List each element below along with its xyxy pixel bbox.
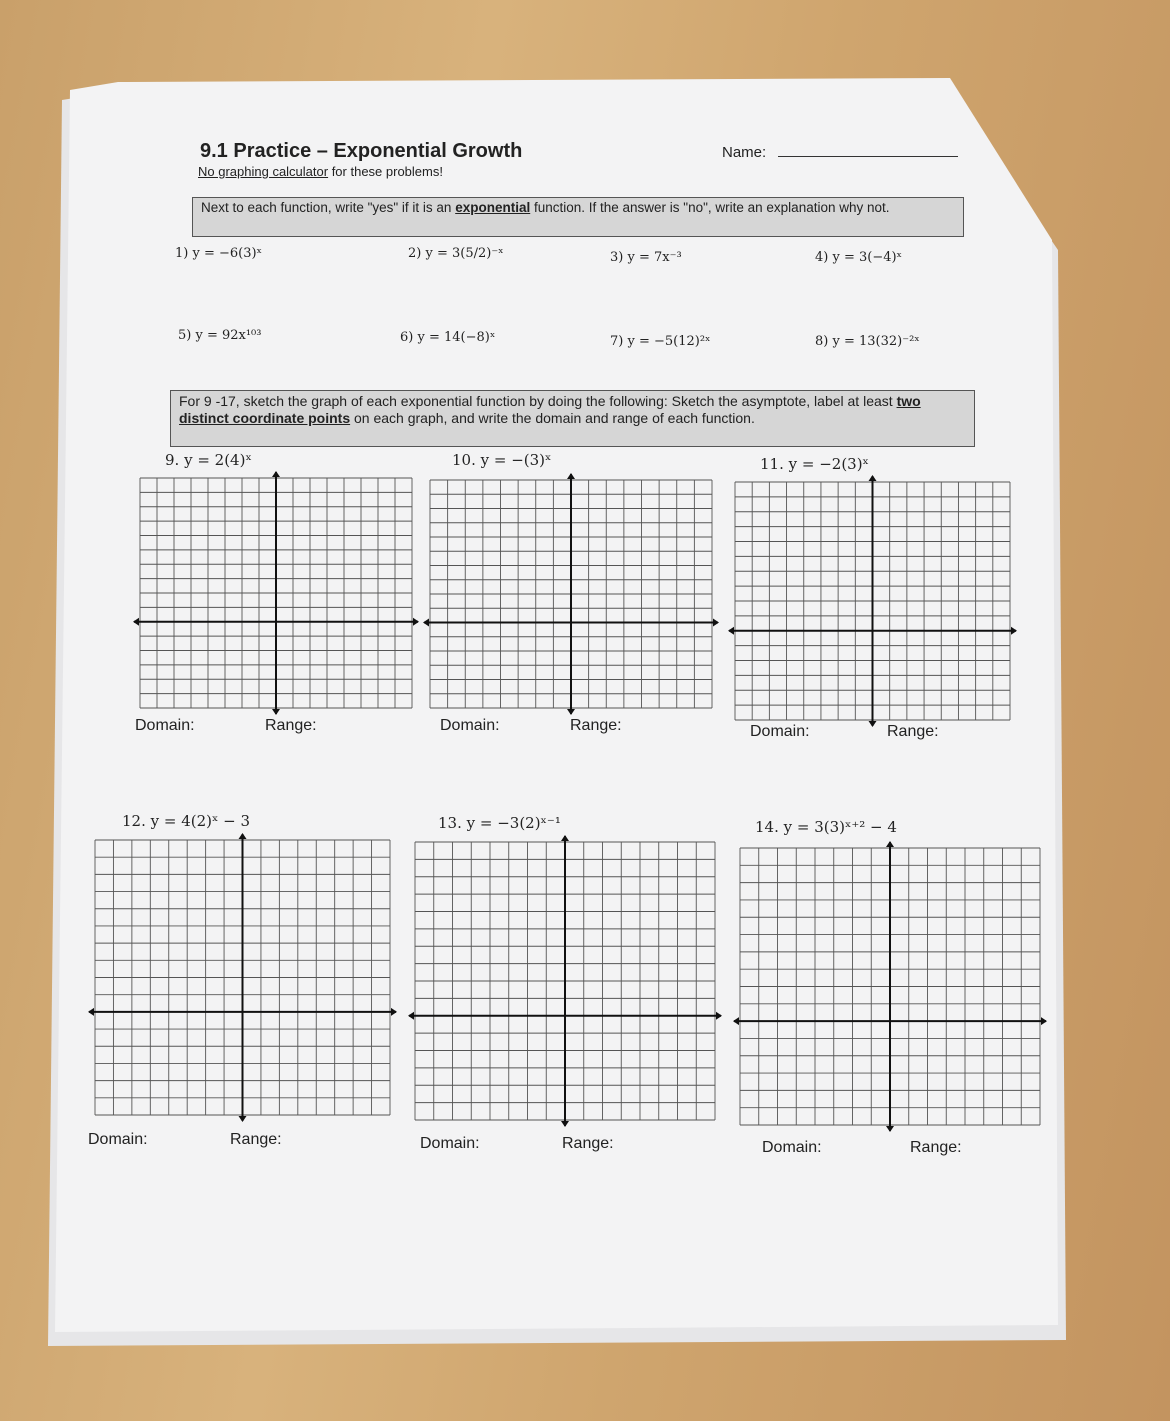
range-label: Range:: [562, 1135, 614, 1152]
problem-7: 7) y = −5(12)²ˣ: [610, 334, 711, 349]
worksheet-title: 9.1 Practice – Exponential Growth: [200, 140, 523, 162]
name-label: Name:: [722, 144, 767, 161]
coordinate-grid[interactable]: [732, 840, 1048, 1133]
domain-label: Domain:: [420, 1135, 480, 1152]
subtitle-emphasis: No graphing calculator: [198, 164, 329, 179]
problem-6: 6) y = 14(−8)ˣ: [400, 330, 496, 345]
range-label: Range:: [230, 1131, 282, 1148]
domain-label: Domain:: [762, 1139, 822, 1156]
coordinate-grid[interactable]: [422, 472, 720, 716]
coordinate-grid[interactable]: [132, 470, 420, 716]
range-label: Range:: [570, 717, 622, 734]
range-label: Range:: [265, 717, 317, 734]
subtitle-rest: for these problems!: [328, 164, 443, 179]
problem-8: 8) y = 13(32)⁻²ˣ: [815, 334, 920, 349]
name-field[interactable]: [778, 156, 958, 157]
coordinate-grid[interactable]: [727, 474, 1018, 728]
problem-1: 1) y = −6(3)ˣ: [175, 246, 263, 261]
domain-label: Domain:: [440, 717, 500, 734]
domain-label: Domain:: [135, 717, 195, 734]
domain-label: Domain:: [750, 723, 810, 740]
range-label: Range:: [910, 1139, 962, 1156]
problem-2: 2) y = 3(5/2)⁻ˣ: [408, 246, 504, 261]
graph-label: 14. y = 3(3)ˣ⁺² − 4: [755, 818, 897, 836]
subtitle: [198, 164, 443, 179]
part2-instructions: For 9 -17, sketch the graph of each exponential function by doing the following: Sketch the asymptote, label at least two distinct coordinate points on each graph, and write the domain and range of each function.: [170, 390, 975, 447]
part1-instructions: Next to each function, write "yes" if it is an exponential function. If the answer is "no", write an explanation why not.: [192, 197, 964, 237]
graph-label: 13. y = −3(2)ˣ⁻¹: [438, 814, 561, 832]
graph-label: 11. y = −2(3)ˣ: [760, 455, 869, 473]
range-label: Range:: [887, 723, 939, 740]
problem-5: 5) y = 92x¹⁰³: [178, 328, 262, 343]
graph-label: 10. y = −(3)ˣ: [452, 451, 552, 469]
coordinate-grid[interactable]: [407, 834, 723, 1128]
graph-label: 9. y = 2(4)ˣ: [165, 451, 252, 469]
domain-label: Domain:: [88, 1131, 148, 1148]
coordinate-grid[interactable]: [87, 832, 398, 1123]
problem-3: 3) y = 7x⁻³: [610, 250, 682, 265]
graph-label: 12. y = 4(2)ˣ − 3: [122, 812, 250, 830]
problem-4: 4) y = 3(−4)ˣ: [815, 250, 903, 265]
